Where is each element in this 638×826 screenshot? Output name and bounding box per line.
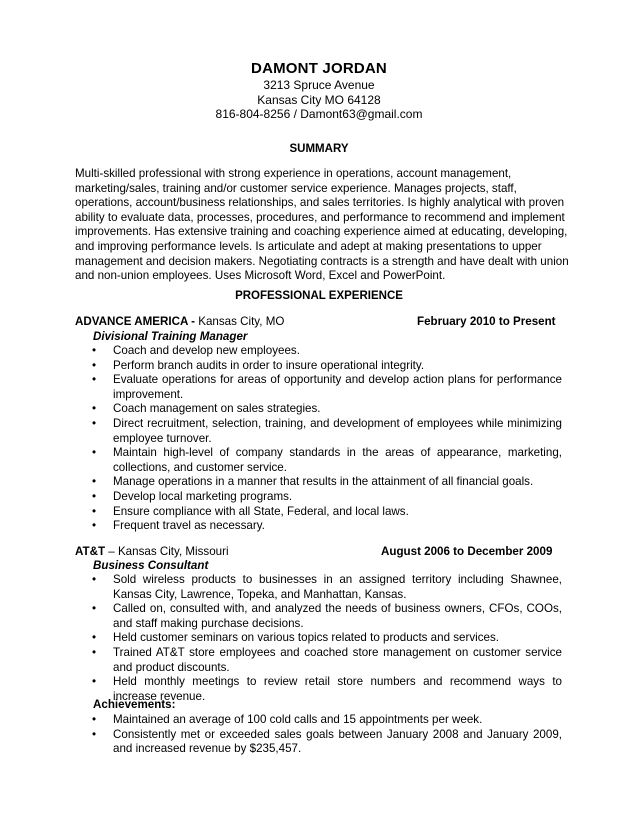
candidate-name: DAMONT JORDAN — [251, 60, 387, 77]
list-item: • Trained AT&T store employees and coached store management on customer service and product discounts. — [92, 646, 562, 675]
job-duties-list — [92, 573, 562, 704]
list-item: • Sold wireless products to businesses in an assigned territory including Shawnee, Kansas City, Lawrence, Topeka, and Manhattan, Kansas. — [92, 573, 562, 602]
achievements-list — [92, 713, 562, 757]
achievements-label: Achievements: — [93, 698, 176, 711]
phone-email: 816-804-8256 / Damont63@gmail.com — [215, 107, 423, 122]
list-item: • Consistently met or exceeded sales goals between January 2008 and January 2009, and increased revenue by $235,457. — [92, 728, 562, 757]
job-dates: August 2006 to December 2009 — [381, 545, 553, 558]
list-item: • Coach management on sales strategies. — [92, 402, 562, 417]
job-role: Divisional Training Manager — [93, 330, 248, 343]
company-name: ADVANCE AMERICA — [75, 315, 188, 328]
list-item: • Maintained an average of 100 cold calls and 15 appointments per week. — [92, 713, 562, 728]
contact-block — [0, 78, 638, 122]
list-item: • Coach and develop new employees. — [92, 344, 562, 359]
list-item: • Maintain high-level of company standards in the areas of appearance, marketing, collections, and customer service. — [92, 446, 562, 475]
summary-text: Multi-skilled professional with strong experience in operations, account management, marketing/sales, training and/or customer service experience. Manages projects, staff, operations, account/business relationships, and sales territories. Is highly analytical with proven ability to evaluate data, processes, procedures, and performance to recommend and implement improvements. Has extensive training and coaching experience aimed at educating, developing, and improving performance levels. Is articulate and adept at making presentations to upper management and decision makers. Negotiating contracts is a strength and have dealt with union and non-union employees. Uses Microsoft Word, Excel and PowerPoint. — [75, 167, 569, 283]
list-item: • Held monthly meetings to review retail store numbers and recommend ways to increase revenue. — [92, 675, 562, 704]
list-item: • Perform branch audits in order to insure operational integrity. — [92, 359, 562, 374]
address-line-2: Kansas City MO 64128 — [257, 92, 381, 107]
experience-heading: PROFESSIONAL EXPERIENCE — [235, 290, 403, 302]
address-line-1: 3213 Spruce Avenue — [263, 78, 375, 92]
job-location: Kansas City, Missouri — [117, 545, 229, 558]
job-role: Business Consultant — [93, 559, 209, 572]
job-header-advance-america — [75, 315, 570, 330]
company-separator: - — [187, 315, 199, 328]
list-item: • Frequent travel as necessary. — [92, 519, 562, 534]
list-item: • Evaluate operations for areas of opportunity and develop action plans for performance improvement. — [92, 373, 562, 402]
list-item: • Called on, consulted with, and analyzed the needs of business owners, CFOs, COOs, and staff making purchase decisions. — [92, 602, 562, 631]
list-item: • Develop local marketing programs. — [92, 490, 562, 505]
list-item: • Direct recruitment, selection, training, and development of employees while minimizing employee turnover. — [92, 417, 562, 446]
summary-heading: SUMMARY — [289, 143, 349, 155]
job-duties-list — [92, 344, 562, 534]
job-header-att — [75, 545, 570, 560]
list-item: • Manage operations in a manner that results in the attainment of all financial goals. — [92, 475, 562, 490]
company-name: AT&T — [75, 545, 106, 558]
job-location: Kansas City, MO — [198, 315, 285, 328]
list-item: • Ensure compliance with all State, Federal, and local laws. — [92, 505, 562, 520]
company-separator: – — [105, 545, 118, 558]
job-dates: February 2010 to Present — [417, 315, 556, 328]
list-item: • Held customer seminars on various topics related to products and services. — [92, 631, 562, 646]
